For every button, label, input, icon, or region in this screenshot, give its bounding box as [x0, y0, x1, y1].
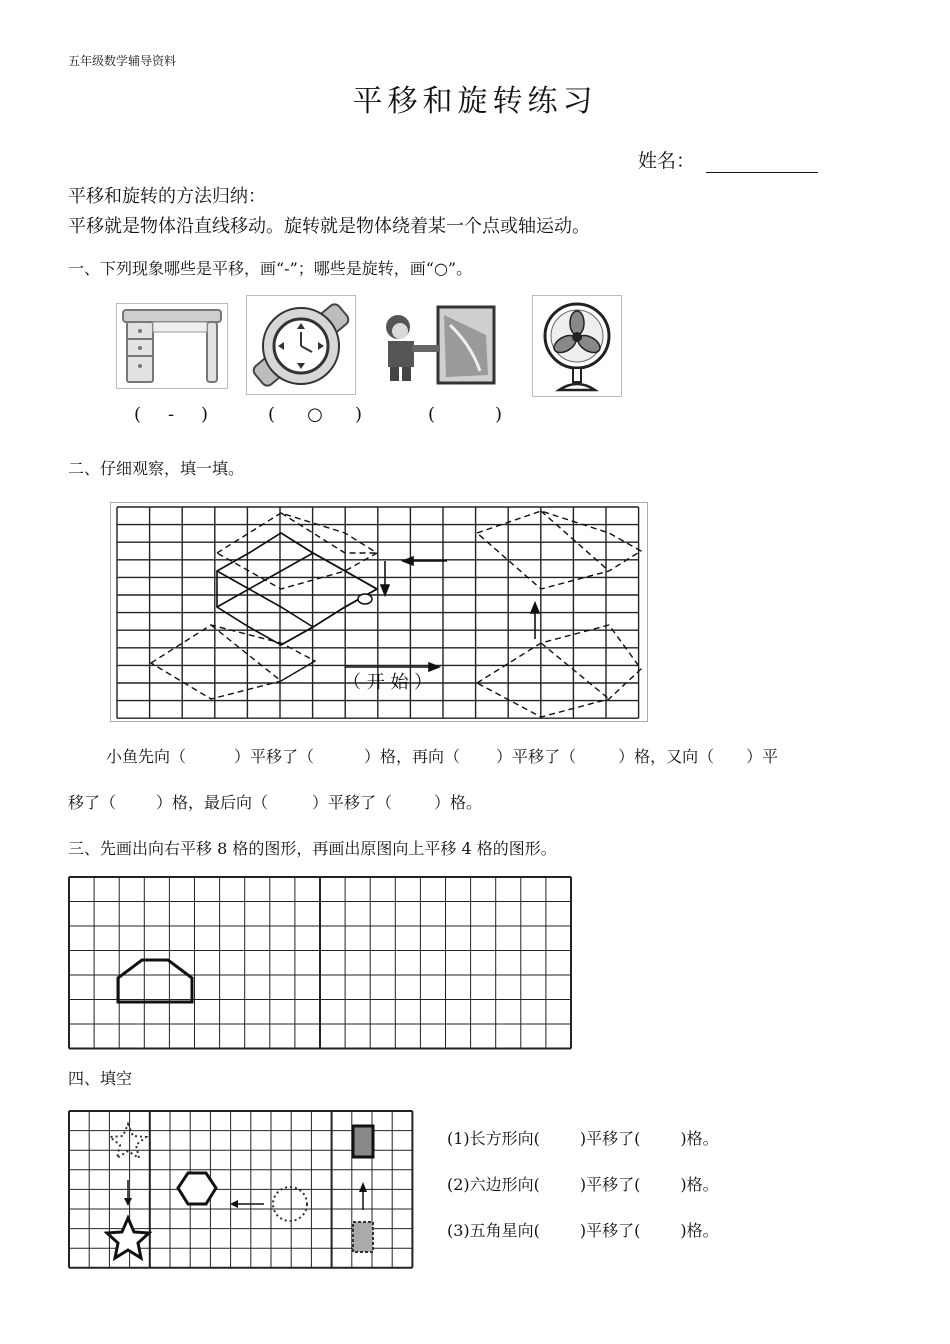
window-picture — [376, 305, 498, 385]
q1-text: 一、下列现象哪些是平移，画“-”；哪些是旋转，画“○”。 — [68, 259, 473, 278]
watch-picture — [246, 295, 356, 395]
watch-icon — [247, 296, 355, 394]
q1-answer-3[interactable]: ( ) — [428, 404, 503, 425]
page-title: 平移和旋转练习 — [352, 84, 598, 119]
fish-grid-figure — [110, 502, 648, 722]
fish-grid — [111, 503, 647, 721]
summary-heading: 平移和旋转的方法归纳： — [68, 186, 266, 207]
hexagon-icon — [178, 1173, 216, 1204]
q3-text: 三、先画出向右平移 8 格的图形，再画出原图向上平移 4 格的图形。 — [68, 839, 557, 858]
q3-grid — [68, 876, 574, 1050]
q2-fill-line-1: 小鱼先向（ ）平移了（ ）格，再向（ ）平移了（ ）格，又向（ ）平 — [106, 747, 779, 766]
fan-picture — [532, 295, 622, 397]
boy-pushing-window-icon — [376, 305, 498, 385]
q4-item-1: (1)长方形向( )平移了( )格。 — [447, 1129, 719, 1148]
desk-icon — [117, 304, 227, 388]
original-shape — [118, 960, 192, 1002]
answer-mark: - — [167, 404, 175, 425]
fish-shape — [217, 533, 377, 645]
fish-eye — [358, 594, 372, 604]
q4-grid-figure — [68, 1110, 416, 1274]
dotted-star-icon — [110, 1124, 146, 1158]
answer-mark: ○ — [307, 404, 323, 425]
q3-grid-figure — [68, 876, 574, 1054]
q4-text: 四、填空 — [68, 1069, 133, 1088]
name-blank-line[interactable] — [706, 172, 818, 173]
q2-text: 二、仔细观察，填一填。 — [68, 459, 245, 478]
star-icon — [107, 1218, 149, 1258]
q4-grid — [68, 1110, 416, 1270]
rectangle-icon — [353, 1126, 373, 1157]
name-label: 姓名： — [638, 150, 696, 172]
fan-icon — [533, 296, 621, 396]
header-note: 五年级数学辅导资料 — [68, 54, 177, 68]
dotted-hexagon-icon — [273, 1187, 307, 1221]
q1-answer-1[interactable]: ( - ) — [134, 404, 209, 425]
desk-picture — [116, 303, 228, 389]
q1-answer-2[interactable]: ( ○ ) — [268, 404, 363, 425]
summary-text: 平移就是物体沿直线移动。旋转就是物体绕着某一个点或轴运动。 — [68, 216, 590, 237]
dotted-rectangle-icon — [353, 1222, 373, 1252]
q4-item-3: (3)五角星向( )平移了( )格。 — [447, 1221, 719, 1240]
q4-item-2: (2)六边形向( )平移了( )格。 — [447, 1175, 719, 1194]
direction-arrows — [345, 557, 539, 671]
start-label: （ 开 始 ） — [343, 672, 433, 693]
q2-fill-line-2: 移了（ ）格，最后向（ ）平移了（ ）格。 — [68, 793, 483, 812]
